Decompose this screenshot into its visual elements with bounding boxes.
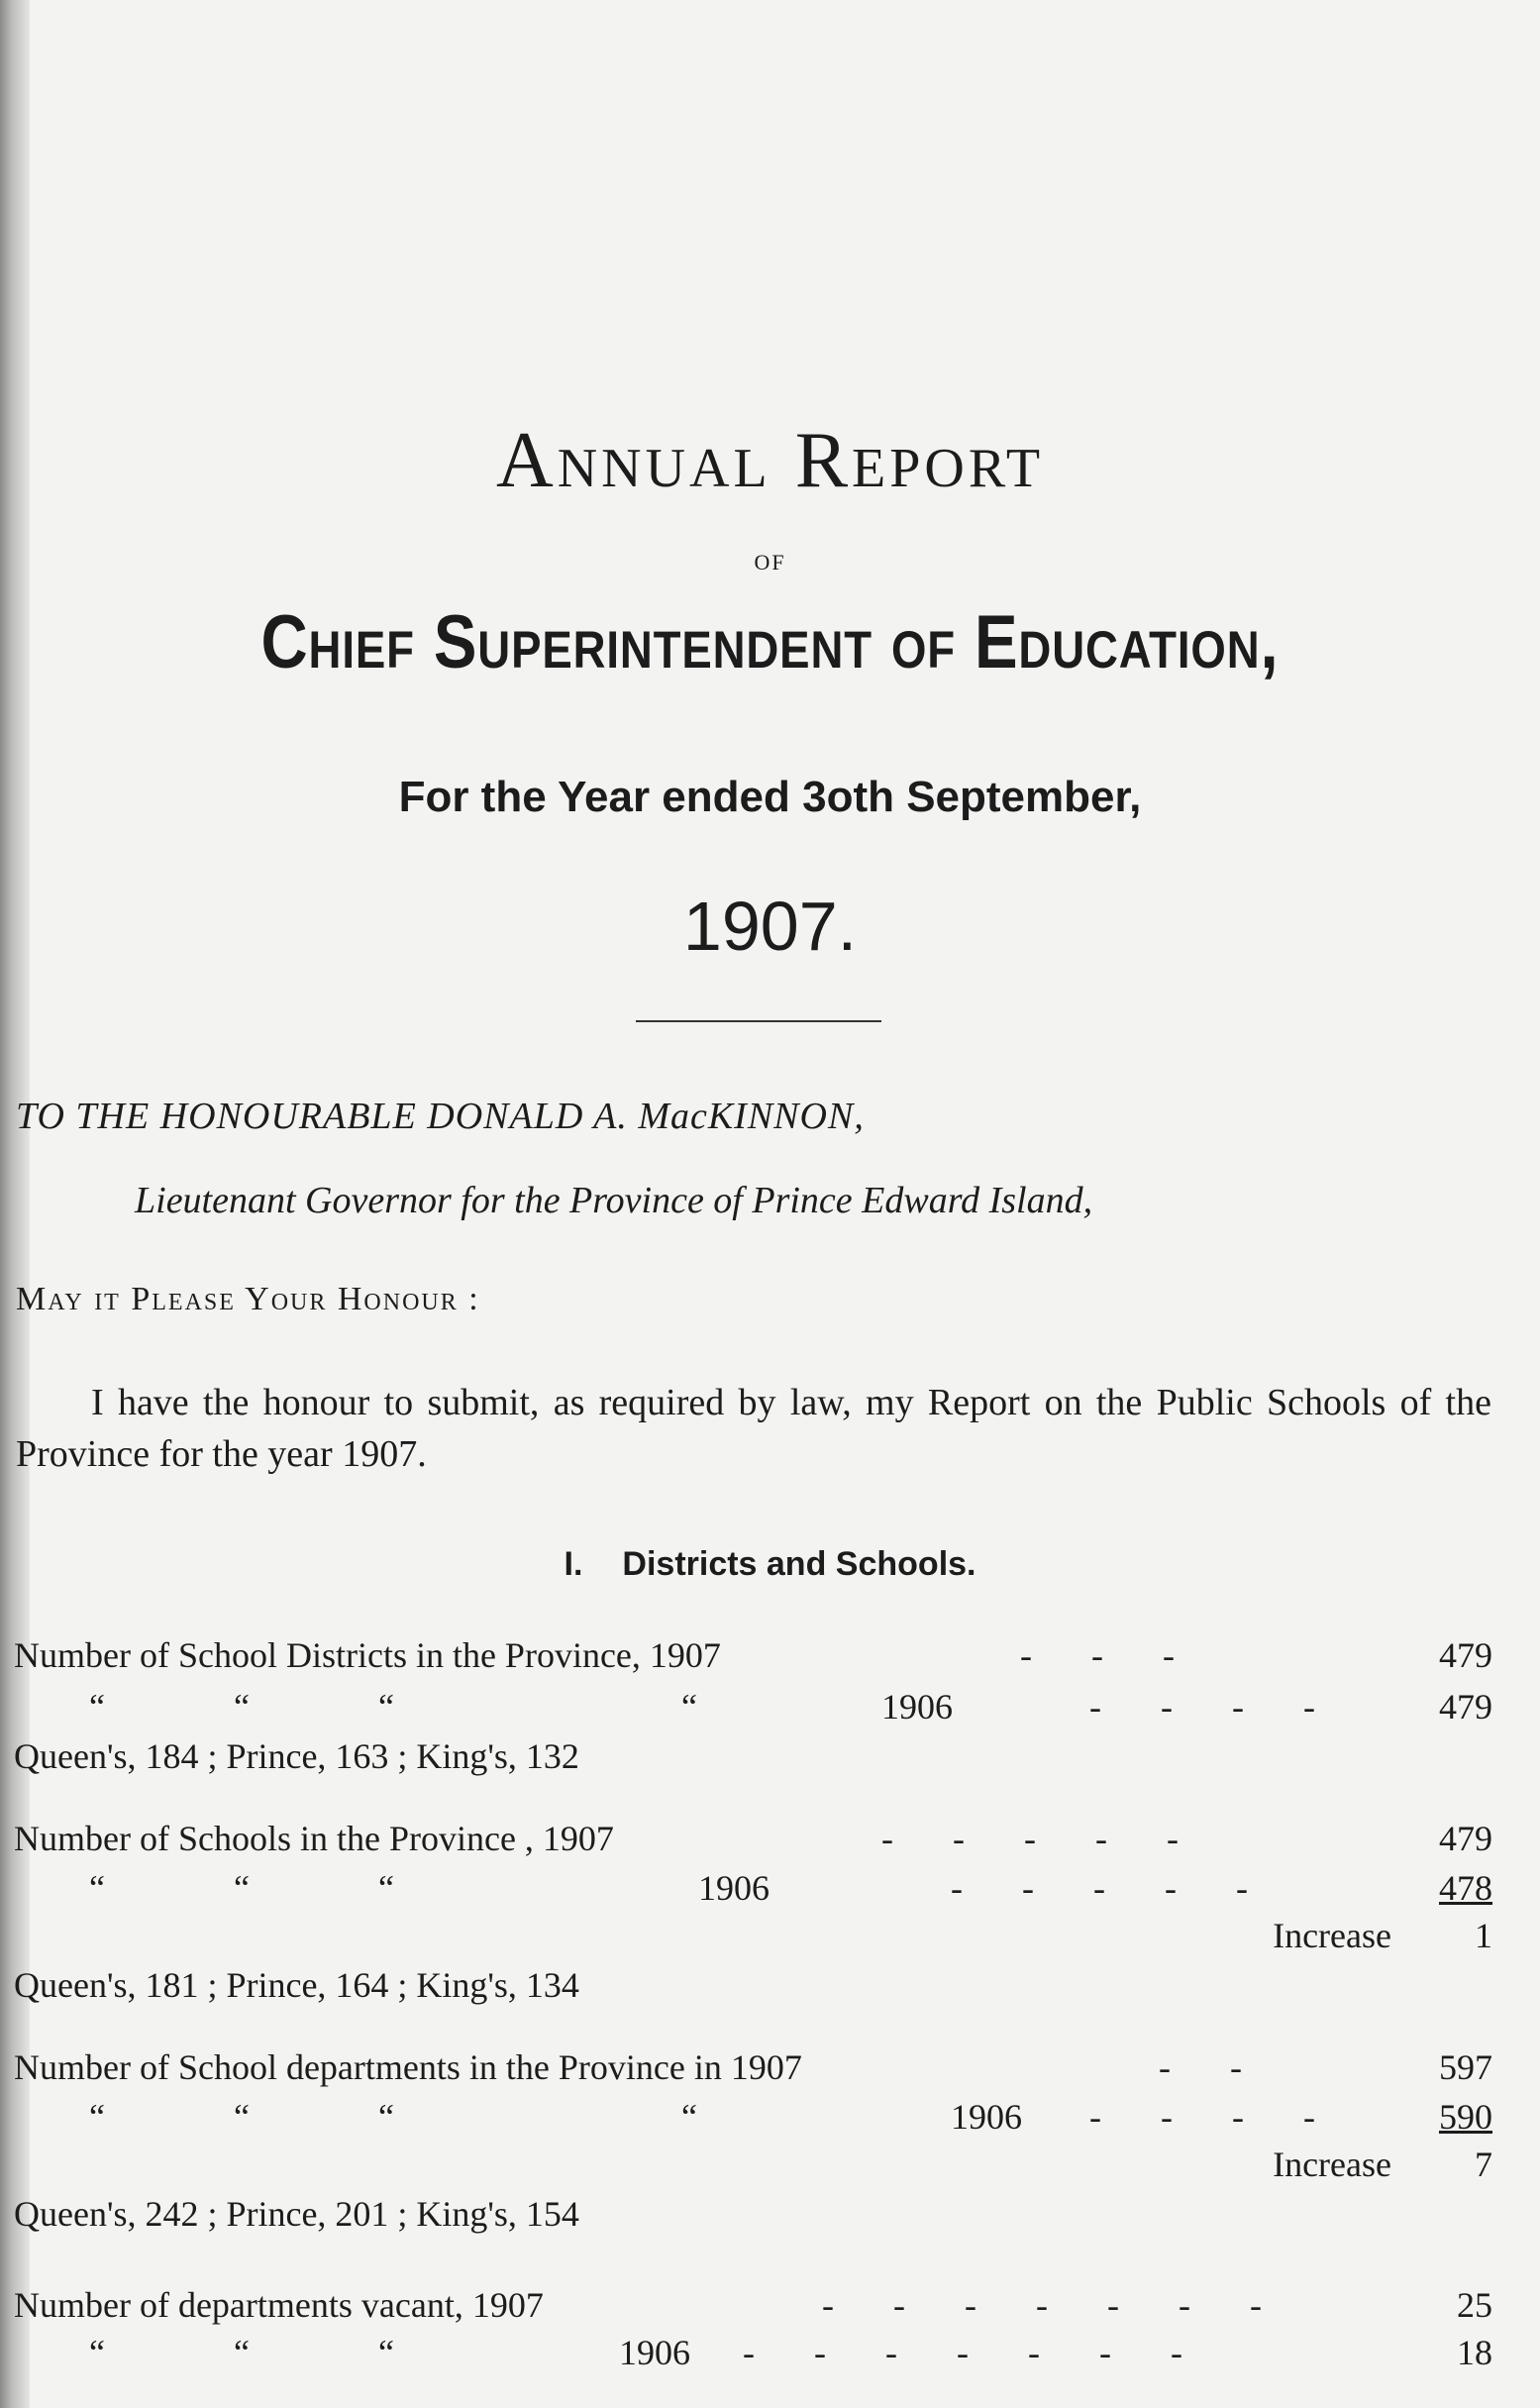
leader-dashes: --- — [1020, 1635, 1234, 1675]
section-title: Districts and Schools. — [622, 1545, 976, 1583]
leader-dashes: ------- — [822, 2285, 1321, 2325]
schools-breakdown: Queen's, 181 ; Prince, 164 ; King's, 134 — [14, 1965, 579, 2005]
schools-increase-label: Increase — [1273, 1916, 1391, 1955]
schools-label: Number of Schools in the Province , 1907 — [14, 1819, 614, 1858]
vacant-1906-value: 18 — [1457, 2333, 1492, 2372]
districts-1907-value: 479 — [1439, 1635, 1492, 1675]
section-number: I. — [564, 1545, 583, 1583]
year-ended-line: For the Year ended 3oth September, — [398, 773, 1142, 821]
title-divider — [636, 1020, 881, 1022]
schools-1907-row — [0, 1818, 1540, 1865]
vacant-1907-value: 25 — [1457, 2285, 1492, 2325]
vacant-1907-row — [0, 2284, 1540, 2332]
departments-breakdown: Queen's, 242 ; Prince, 201 ; King's, 154 — [14, 2194, 579, 2234]
departments-1906-value: 590 — [1439, 2097, 1492, 2137]
districts-1906-value: 479 — [1439, 1687, 1492, 1727]
ditto-marks: “ “ “ “ — [89, 2097, 697, 2137]
districts-label: Number of School Districts in the Province, 1907 — [14, 1635, 721, 1675]
leader-dashes: ----- — [951, 1868, 1307, 1908]
addressee: TO THE HONOURABLE DONALD A. MacKINNON, — [16, 1096, 865, 1137]
districts-year-1906: 1906 — [881, 1687, 953, 1727]
departments-increase-value: 7 — [1475, 2145, 1492, 2184]
salutation: May it Please Your Honour : — [16, 1281, 480, 1317]
departments-1906-row — [0, 2096, 1540, 2144]
departments-increase-label: Increase — [1273, 2145, 1391, 2184]
ditto-marks: “ “ “ — [89, 1868, 394, 1908]
title-of: OF — [754, 550, 786, 575]
leader-dashes: ---- — [1089, 2097, 1375, 2137]
intro-paragraph: I have the honour to submit, as required by law, my Report on the Public Schools of the Province for the year 1907. — [16, 1382, 1491, 1475]
section-heading — [0, 1545, 1540, 1584]
departments-year-1906: 1906 — [951, 2097, 1022, 2137]
ditto-marks: “ “ “ — [89, 2333, 394, 2372]
ditto-marks: “ “ “ “ — [89, 1687, 697, 1727]
schools-1907-value: 479 — [1439, 1819, 1492, 1858]
schools-year-1906: 1906 — [698, 1868, 770, 1908]
leader-dashes: ---- — [1089, 1687, 1375, 1727]
addressee-title: Lieutenant Governor for the Province of Prince Edward Island, — [135, 1180, 1093, 1221]
districts-1906-row — [0, 1686, 1540, 1733]
report-year: 1907. — [682, 888, 858, 965]
leader-dashes: ------- — [743, 2333, 1242, 2372]
report-title: Annual Report — [495, 417, 1045, 504]
departments-1907-row — [0, 2046, 1540, 2094]
departments-1907-value: 597 — [1439, 2047, 1492, 2087]
vacant-label: Number of departments vacant, 1907 — [14, 2285, 544, 2325]
departments-label: Number of School departments in the Province in 1907 — [14, 2047, 802, 2087]
districts-breakdown: Queen's, 184 ; Prince, 163 ; King's, 132 — [14, 1736, 579, 1776]
districts-1907-row — [0, 1634, 1540, 1682]
leader-dashes: -- — [1159, 2047, 1301, 2087]
report-subtitle: Chief Superintendent of Education, — [260, 600, 1280, 684]
departments-increase-row — [0, 2144, 1540, 2191]
schools-increase-value: 1 — [1475, 1916, 1492, 1955]
vacant-year-1906: 1906 — [619, 2333, 690, 2372]
schools-increase-row — [0, 1915, 1540, 1962]
schools-1906-row — [0, 1867, 1540, 1915]
schools-1906-value: 478 — [1439, 1868, 1492, 1908]
vacant-1906-row — [0, 2332, 1540, 2379]
leader-dashes: ----- — [881, 1819, 1238, 1858]
